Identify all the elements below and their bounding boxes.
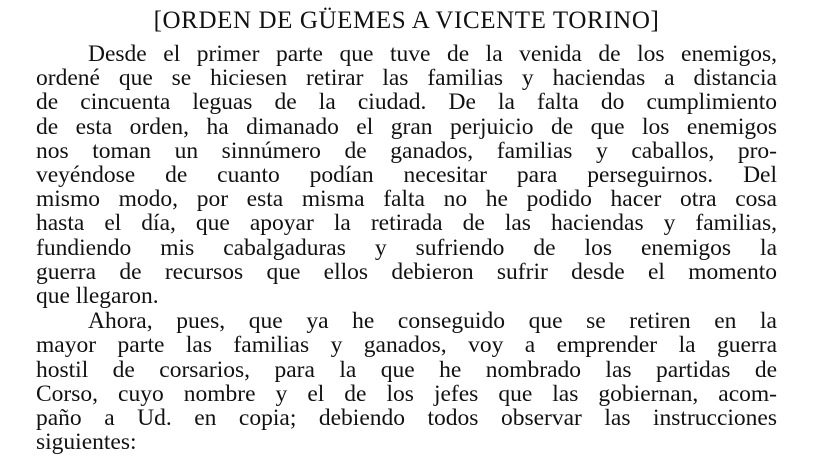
document-title: [ORDEN DE GÜEMES A VICENTE TORINO] [153, 7, 660, 34]
text-line: mayor parte las familias y ganados, voy a emprender la guerra [36, 332, 777, 359]
text-line: Corso, cuyo nombre y el de los jefes que las gobiernan, acom- [36, 380, 777, 407]
text-line: ordené que se hiciesen retirar las familias y haciendas a distancia [36, 65, 777, 92]
text-line: Ahora, pues, que ya he conseguido que se retiren en la [88, 308, 777, 335]
text-line: hasta el día, que apoyar la retirada de las haciendas y familias, [36, 210, 777, 237]
text-line: nos toman un sinnúmero de ganados, familias y caballos, pro- [36, 137, 777, 164]
text-line: guerra de recursos que ellos debieron sufrir desde el momento [36, 258, 777, 285]
text-line: mismo modo, por esta misma falta no he podido hacer otra cosa [36, 186, 777, 213]
text-line: de cincuenta leguas de la ciudad. De la falta do cumplimiento [36, 89, 777, 116]
text-line: de esta orden, ha dimanado el gran perjuicio de que los enemigos [36, 113, 777, 140]
text-line: fundiendo mis cabalgaduras y sufriendo de los enemigos la [36, 234, 777, 261]
text-line: siguientes: [36, 429, 137, 456]
paragraph-1 [36, 42, 777, 308]
paragraph-2 [36, 309, 777, 454]
text-line: Desde el primer parte que tuve de la venida de los enemigos, [88, 41, 777, 67]
text-line: que llegaron. [36, 283, 159, 310]
text-line: veyéndose de cuanto podían necesitar para perseguirnos. Del [36, 162, 777, 189]
text-line: hostil de corsarios, para la que he nombrado las partidas de [36, 356, 777, 383]
text-line: paño a Ud. en copia; debiendo todos observar las instrucciones [36, 405, 777, 432]
